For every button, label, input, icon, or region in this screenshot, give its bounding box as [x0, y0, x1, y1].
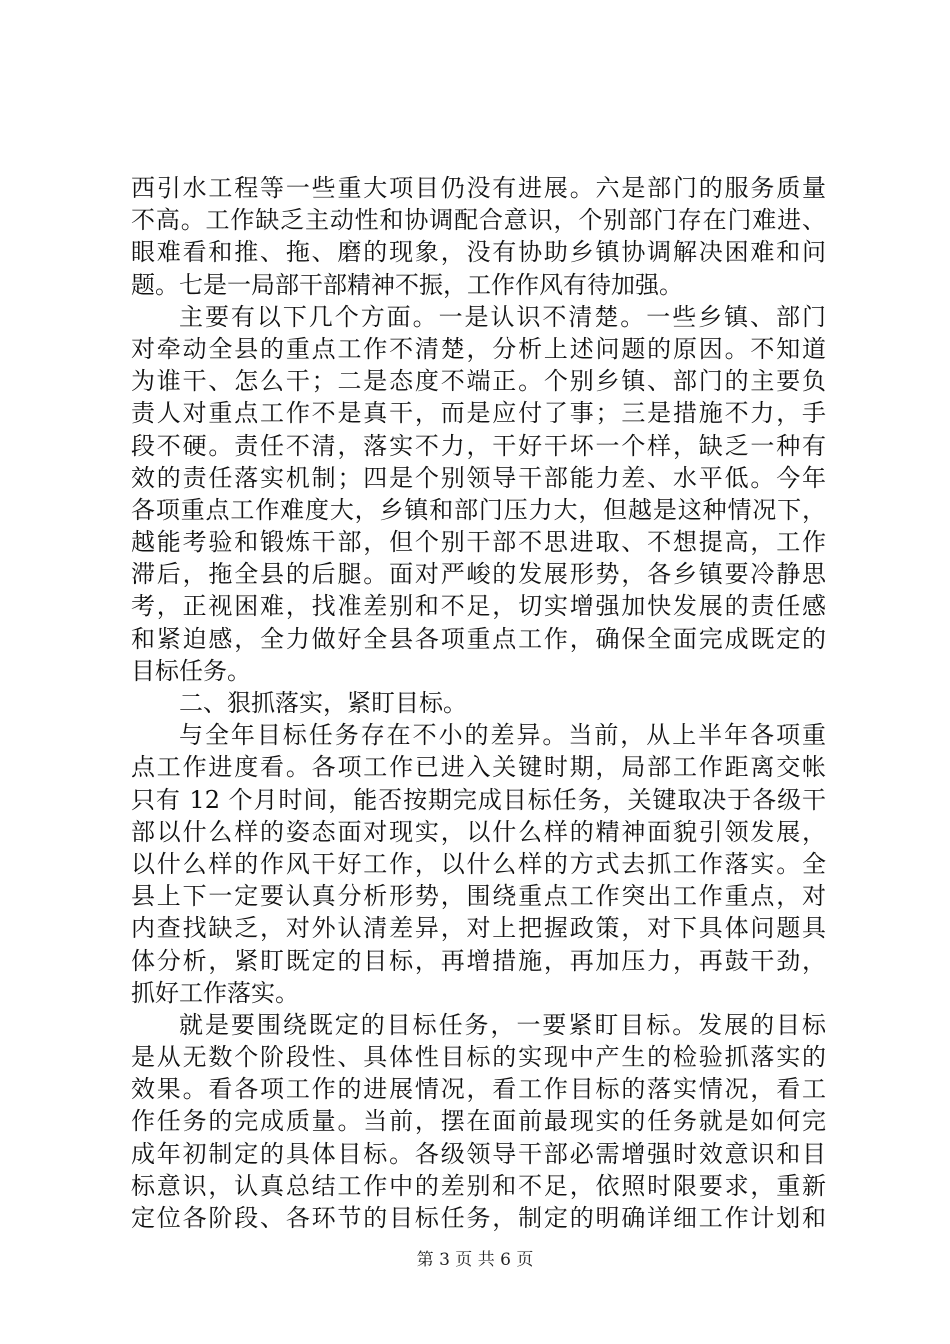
section-heading: 二、狠抓落实，紧盯目标。	[179, 689, 467, 717]
text-line: 为谁干、怎么干；二是态度不端正。个别乡镇、部门的主要负	[131, 367, 826, 396]
text-line: 标意识，认真总结工作中的差别和不足，依照时限要求，重新	[131, 1171, 826, 1200]
text-line: 体分析，紧盯既定的目标，再增措施，再加压力，再鼓干劲，	[131, 946, 826, 975]
text-line: 考，正视困难，找准差别和不足，切实增强加快发展的责任感	[131, 592, 826, 621]
text-line: 是从无数个阶段性、具体性目标的实现中产生的检验抓落实的	[131, 1043, 826, 1072]
text-line: 责人对重点工作不是真干，而是应付了事；三是措施不力，手	[131, 399, 826, 428]
text-line: 各项重点工作难度大，乡镇和部门压力大，但越是这种情况下，	[131, 495, 826, 524]
text-line: 部以什么样的姿态面对现实，以什么样的精神面貌引领发展，	[131, 817, 826, 846]
text-line: 对牵动全县的重点工作不清楚，分析上述问题的原因。不知道	[131, 334, 826, 363]
page-number-footer: 第 3 页 共 6 页	[416, 1250, 534, 1270]
text-line: 内查找缺乏，对外认清差异，对上把握政策，对下具体问题具	[131, 914, 826, 943]
text-line: 就是要围绕既定的目标任务，一要紧盯目标。发展的目标	[179, 1010, 826, 1039]
text-line: 和紧迫感，全力做好全县各项重点工作，确保全面完成既定的	[131, 624, 826, 653]
text-line: 县上下一定要认真分析形势，围绕重点工作突出工作重点，对	[131, 882, 826, 911]
text-line: 主要有以下几个方面。一是认识不清楚。一些乡镇、部门	[179, 302, 826, 331]
text-line: 点工作进度看。各项工作已进入关键时期，局部工作距离交帐	[131, 753, 826, 782]
text-line: 作任务的完成质量。当前，摆在面前最现实的任务就是如何完	[131, 1107, 826, 1136]
text-line: 只有 12 个月时间，能否按期完成目标任务，关键取决于各级干	[131, 785, 826, 814]
text-line: 效果。看各项工作的进展情况，看工作目标的落实情况，看工	[131, 1075, 826, 1104]
text-line: 以什么样的作风干好工作，以什么样的方式去抓工作落实。全	[131, 849, 826, 878]
text-line: 西引水工程等一些重大项目仍没有进展。六是部门的服务质量	[131, 174, 826, 202]
text-line: 滞后，拖全县的后腿。面对严峻的发展形势，各乡镇要冷静思	[131, 560, 826, 589]
text-line: 越能考验和锻炼干部，但个别干部不思进取、不想提高，工作	[131, 528, 826, 557]
text-line: 段不硬。责任不清，落实不力，干好干坏一个样，缺乏一种有	[131, 431, 826, 460]
text-line: 成年初制定的具体目标。各级领导干部必需增强时效意识和目	[131, 1139, 826, 1168]
text-line: 眼难看和推、拖、磨的现象，没有协助乡镇协调解决困难和问	[131, 238, 826, 267]
body-text	[131, 172, 826, 1234]
text-line: 目标任务。	[131, 656, 251, 685]
text-line: 不高。工作缺乏主动性和协调配合意识，个别部门存在门难进、	[131, 206, 826, 235]
text-line: 题。七是一局部干部精神不振，工作作风有待加强。	[131, 270, 683, 299]
text-line: 抓好工作落实。	[131, 978, 299, 1007]
text-line: 效的责任落实机制；四是个别领导干部能力差、水平低。今年	[131, 463, 826, 492]
text-line: 与全年目标任务存在不小的差异。当前，从上半年各项重	[179, 721, 826, 750]
text-line: 定位各阶段、各环节的目标任务，制定的明确详细工作计划和	[131, 1204, 826, 1232]
